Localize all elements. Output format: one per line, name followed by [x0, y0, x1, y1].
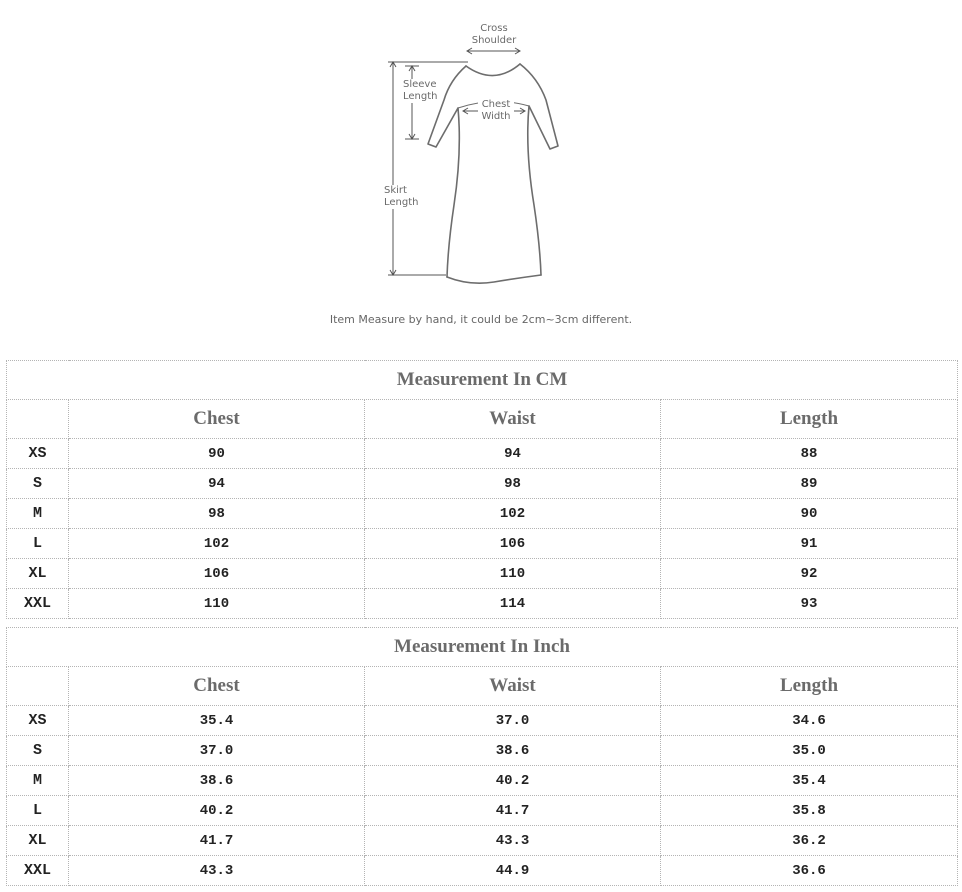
column-header-length: Length	[661, 667, 958, 706]
table-row	[7, 826, 958, 856]
table-row	[7, 796, 958, 826]
table-row	[7, 589, 958, 619]
size-table-inch	[6, 627, 958, 886]
chest-width-label-line2: Width	[481, 111, 511, 122]
table-row	[7, 856, 958, 886]
size-label: M	[7, 499, 69, 529]
dress-measurement-diagram	[0, 0, 962, 300]
length-value: 93	[661, 589, 958, 619]
chest-value: 110	[69, 589, 365, 619]
length-value: 90	[661, 499, 958, 529]
table-caption: Measurement In CM	[7, 361, 958, 400]
length-value: 34.6	[661, 706, 958, 736]
waist-value: 38.6	[365, 736, 661, 766]
table-caption: Measurement In Inch	[7, 628, 958, 667]
waist-value: 106	[365, 529, 661, 559]
length-value: 35.8	[661, 796, 958, 826]
length-value: 88	[661, 439, 958, 469]
chest-value: 40.2	[69, 796, 365, 826]
chest-width-label	[478, 99, 514, 123]
cross-shoulder-label-line2: Shoulder	[471, 35, 517, 46]
skirt-length-label-line1: Skirt	[384, 185, 407, 196]
waist-value: 43.3	[365, 826, 661, 856]
table-row	[7, 529, 958, 559]
length-value: 36.2	[661, 826, 958, 856]
length-value: 91	[661, 529, 958, 559]
size-label: XXL	[7, 589, 69, 619]
size-label: S	[7, 469, 69, 499]
size-label: S	[7, 736, 69, 766]
table-row	[7, 766, 958, 796]
header-corner-cell	[7, 667, 69, 706]
size-label: XL	[7, 559, 69, 589]
sleeve-length-label-line1: Sleeve	[403, 79, 437, 90]
length-value: 89	[661, 469, 958, 499]
column-header-waist: Waist	[365, 400, 661, 439]
cross-shoulder-label-line1: Cross	[480, 23, 508, 34]
size-label: M	[7, 766, 69, 796]
column-header-waist: Waist	[365, 667, 661, 706]
table-caption-row	[7, 628, 958, 667]
chest-value: 94	[69, 469, 365, 499]
chest-value: 106	[69, 559, 365, 589]
size-label: L	[7, 796, 69, 826]
table-caption-row	[7, 361, 958, 400]
table-header-row	[7, 667, 958, 706]
table-row	[7, 499, 958, 529]
length-value: 35.0	[661, 736, 958, 766]
table-header-row	[7, 400, 958, 439]
waist-value: 110	[365, 559, 661, 589]
waist-value: 102	[365, 499, 661, 529]
waist-value: 114	[365, 589, 661, 619]
waist-value: 40.2	[365, 766, 661, 796]
neckline-outline	[466, 64, 520, 76]
sleeve-length-label	[402, 79, 439, 103]
header-corner-cell	[7, 400, 69, 439]
waist-value: 37.0	[365, 706, 661, 736]
chest-value: 35.4	[69, 706, 365, 736]
size-label: XXL	[7, 856, 69, 886]
chest-value: 38.6	[69, 766, 365, 796]
chest-value: 41.7	[69, 826, 365, 856]
waist-value: 98	[365, 469, 661, 499]
skirt-length-label-line2: Length	[384, 197, 419, 208]
table-row	[7, 736, 958, 766]
chest-value: 98	[69, 499, 365, 529]
chest-value: 43.3	[69, 856, 365, 886]
table-row	[7, 706, 958, 736]
skirt-length-label	[383, 185, 420, 209]
length-value: 35.4	[661, 766, 958, 796]
length-value: 36.6	[661, 856, 958, 886]
waist-value: 44.9	[365, 856, 661, 886]
chest-width-label-line1: Chest	[481, 99, 511, 110]
waist-value: 94	[365, 439, 661, 469]
sleeve-length-label-line2: Length	[403, 91, 438, 102]
table-row	[7, 559, 958, 589]
length-value: 92	[661, 559, 958, 589]
size-label: XS	[7, 706, 69, 736]
chest-value: 90	[69, 439, 365, 469]
size-label: XS	[7, 439, 69, 469]
column-header-chest: Chest	[69, 667, 365, 706]
column-header-length: Length	[661, 400, 958, 439]
size-label: L	[7, 529, 69, 559]
waist-value: 41.7	[365, 796, 661, 826]
measurement-note: Item Measure by hand, it could be 2cm~3cm different.	[329, 313, 633, 326]
hem-outline	[447, 275, 541, 283]
table-row	[7, 439, 958, 469]
table-row	[7, 469, 958, 499]
size-table-cm	[6, 360, 958, 619]
chest-value: 102	[69, 529, 365, 559]
cross-shoulder-label	[466, 23, 522, 47]
size-label: XL	[7, 826, 69, 856]
chest-value: 37.0	[69, 736, 365, 766]
right-sleeve-body-outline	[520, 64, 558, 275]
column-header-chest: Chest	[69, 400, 365, 439]
